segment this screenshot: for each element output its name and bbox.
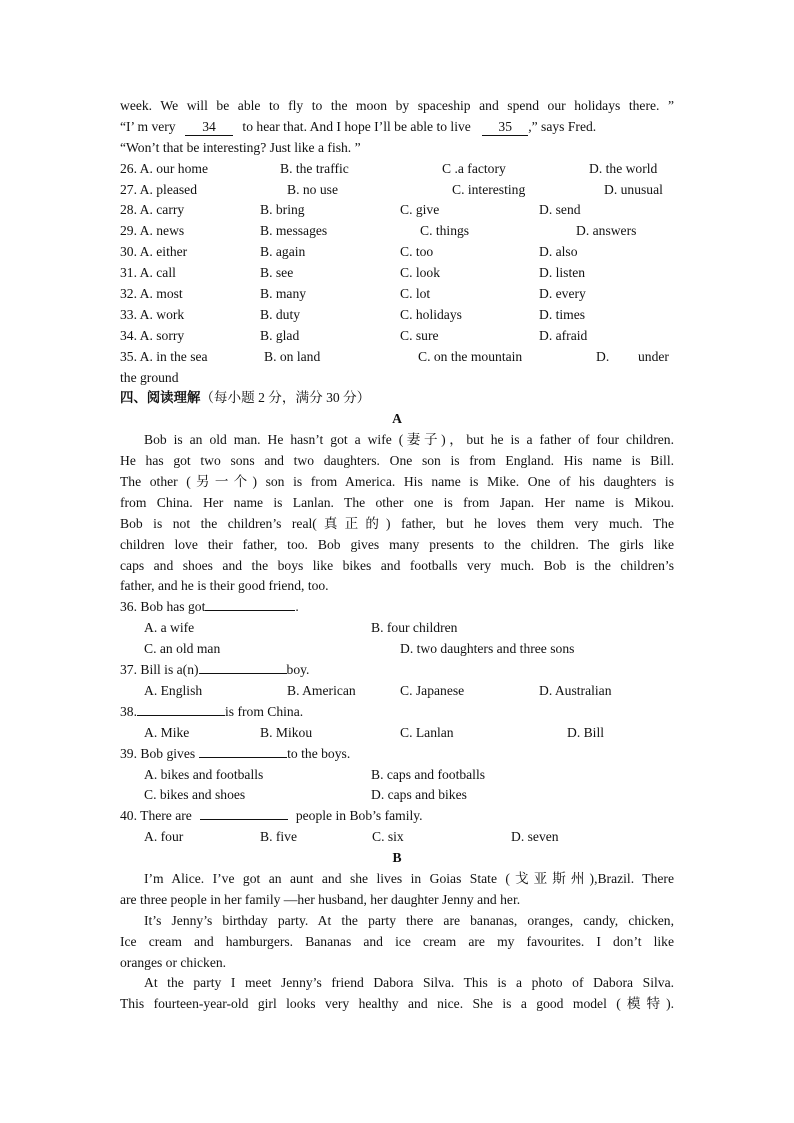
option-b: B. no use (287, 181, 338, 197)
option-d: D. also (539, 244, 578, 260)
passage-line: At the party I meet Jenny’s friend Dabora Silva. This is a photo of Dabora Silva. (144, 975, 674, 991)
question-stem (120, 597, 674, 618)
cloze-option-row (120, 242, 674, 263)
option-d: D. answers (576, 223, 637, 239)
option-c: C. an old man (144, 641, 221, 657)
option-a: A. English (144, 682, 203, 698)
option-b: B. duty (260, 306, 301, 322)
option-c: C. give (400, 202, 440, 218)
question-text: is from China. (225, 703, 304, 719)
option-d: D. Australian (539, 682, 612, 698)
option-d: D. seven (511, 829, 559, 845)
question-options (120, 723, 674, 744)
option-d: D. the world (589, 160, 658, 176)
question-text: 38. (120, 703, 137, 719)
passage-line: caps and shoes and the boys like bikes and footballs very much. Bob is the children’s (120, 557, 674, 573)
option-c: C. Japanese (400, 682, 465, 698)
question-options (120, 765, 674, 786)
option-d: D. send (539, 202, 581, 218)
option-d-text: under (638, 348, 669, 364)
option-c: C. bikes and shoes (144, 787, 246, 803)
option-a: A. a wife (144, 620, 195, 636)
option-a: 35. A. in the sea (120, 348, 208, 364)
cloze-option-row (120, 347, 674, 368)
text-line: week. We will be able to fly to the moon by spaceship and spend our holidays there. ” (120, 98, 674, 113)
answer-blank[interactable] (199, 757, 287, 758)
question-text: 39. Bob gives (120, 745, 196, 761)
option-d: D. listen (539, 265, 586, 281)
option-c: C. too (400, 244, 434, 260)
passage-label: A (392, 411, 402, 427)
cloze-option-row (120, 305, 674, 326)
blank-35[interactable]: 35 (482, 118, 528, 136)
cloze-option-row (120, 159, 674, 180)
option-a: A. Mike (144, 724, 190, 740)
answer-blank[interactable] (205, 610, 295, 611)
answer-blank[interactable] (200, 819, 288, 820)
option-c: C. holidays (400, 306, 462, 322)
text-line: “Won’t that be interesting? Just like a fish. ” (120, 139, 361, 155)
answer-blank[interactable] (199, 673, 287, 674)
passage-line: He has got two sons and two daughters. One son is from England. His name is Bill. (120, 453, 674, 469)
text-line: the ground (120, 369, 179, 385)
question-options (120, 785, 674, 806)
option-d: D. times (539, 306, 586, 322)
option-c: C .a factory (442, 160, 506, 176)
passage-line: are three people in her family —her husband, her daughter Jenny and her. (120, 891, 521, 907)
option-d: D. afraid (539, 327, 588, 343)
passage-line: children love their father, too. Bob gives many presents to the children. The girls like (120, 536, 674, 552)
question-text: 36. Bob has got (120, 599, 206, 615)
option-c: C. six (372, 829, 404, 845)
cloze-option-row (120, 263, 674, 284)
option-a: A. four (144, 829, 184, 845)
question-text: boy. (286, 662, 310, 678)
cloze-option-row (120, 284, 674, 305)
option-b: B. caps and footballs (371, 766, 486, 782)
option-c: C. Lanlan (400, 724, 454, 740)
option-b: B. five (260, 829, 297, 845)
section-note: （每小题 2 分，满分 30 分） (200, 390, 371, 406)
passage-line: The other (另一个) son is from America. His name is Mike. One of his daughters is (120, 474, 674, 490)
option-d: D. caps and bikes (371, 787, 467, 803)
passage-line: It’s Jenny’s birthday party. At the party there are bananas, oranges, candy, chicken, (144, 912, 674, 928)
question-text: 37. Bill is a(n) (120, 662, 199, 678)
option-a: 32. A. most (120, 286, 183, 302)
option-c: C. look (400, 265, 441, 281)
cloze-option-row (120, 200, 674, 221)
question-stem (120, 660, 674, 681)
text-fragment: “I’ m very (120, 118, 176, 134)
option-a: A. bikes and footballs (144, 766, 264, 782)
passage-line: oranges or chicken. (120, 954, 227, 970)
option-c: C. things (420, 223, 470, 239)
option-b: B. again (260, 244, 306, 260)
passage-label: B (392, 850, 402, 866)
question-options (120, 618, 674, 639)
passage-line: from China. Her name is Lanlan. The other one is from Japan. Her name is Mikou. (120, 494, 674, 510)
option-c: C. lot (400, 286, 431, 302)
option-d: D. Bill (567, 724, 605, 740)
question-text: 40. There are (120, 808, 192, 824)
option-b: B. bring (260, 202, 305, 218)
cloze-option-row (120, 221, 674, 242)
question-options (120, 827, 674, 848)
option-b: B. see (260, 265, 294, 281)
option-a: 26. A. our home (120, 160, 208, 176)
option-d: D. unusual (604, 181, 663, 197)
option-a: 27. A. pleased (120, 181, 198, 197)
question-stem (120, 702, 674, 723)
question-options (120, 639, 674, 660)
document-page (120, 96, 674, 1015)
answer-blank[interactable] (137, 715, 225, 716)
text-line (120, 117, 674, 138)
option-d: D. every (539, 286, 586, 302)
option-c: C. on the mountain (418, 348, 523, 364)
question-stem (120, 744, 674, 765)
question-text: people in Bob’s family. (295, 808, 423, 824)
passage-line: Ice cream and hamburgers. Bananas and ice cream are my favourites. I don’t like (120, 933, 674, 949)
passage-line: Bob is not the children’s real(真正的) father, but he loves them very much. The (120, 515, 674, 531)
question-text: to the boys. (287, 745, 351, 761)
question-options (120, 681, 674, 702)
option-d: D. two daughters and three sons (400, 641, 575, 657)
passage-line: This fourteen-year-old girl looks very healthy and nice. She is a good model (模特). (120, 996, 674, 1012)
blank-34[interactable]: 34 (185, 118, 233, 136)
text-fragment: to hear that. And I hope I’ll be able to live (242, 118, 471, 134)
option-b: B. the traffic (280, 160, 349, 176)
option-a: 29. A. news (120, 223, 185, 239)
option-d: D. (596, 348, 610, 364)
question-stem (120, 806, 674, 827)
option-c: C. sure (400, 327, 439, 343)
option-b: B. glad (260, 327, 300, 343)
option-a: 33. A. work (120, 306, 185, 322)
option-b: B. many (260, 286, 307, 302)
option-a: 30. A. either (120, 244, 188, 260)
option-b: B. on land (264, 348, 321, 364)
passage-line: father, and he is their good friend, too. (120, 578, 329, 594)
passage-line: I’m Alice. I’ve got an aunt and she lives in Goias State (戈亚斯州),Brazil. There (144, 870, 674, 886)
passage-line: Bob is an old man. He hasn’t got a wife (妻子)，but he is a father of four children. (144, 432, 674, 448)
cloze-option-row (120, 180, 674, 201)
option-b: B. messages (260, 223, 328, 239)
option-b: B. Mikou (260, 724, 313, 740)
option-b: B. American (287, 682, 356, 698)
option-c: C. interesting (452, 181, 526, 197)
question-text: . (295, 599, 299, 615)
cloze-option-row (120, 326, 674, 347)
option-a: 28. A. carry (120, 202, 185, 218)
section-title: 四、阅读理解 (120, 391, 201, 407)
option-a: 31. A. call (120, 265, 176, 281)
option-b: B. four children (371, 620, 458, 636)
option-a: 34. A. sorry (120, 327, 185, 343)
text-fragment: ,” says Fred. (528, 118, 597, 134)
section-heading (120, 388, 674, 409)
